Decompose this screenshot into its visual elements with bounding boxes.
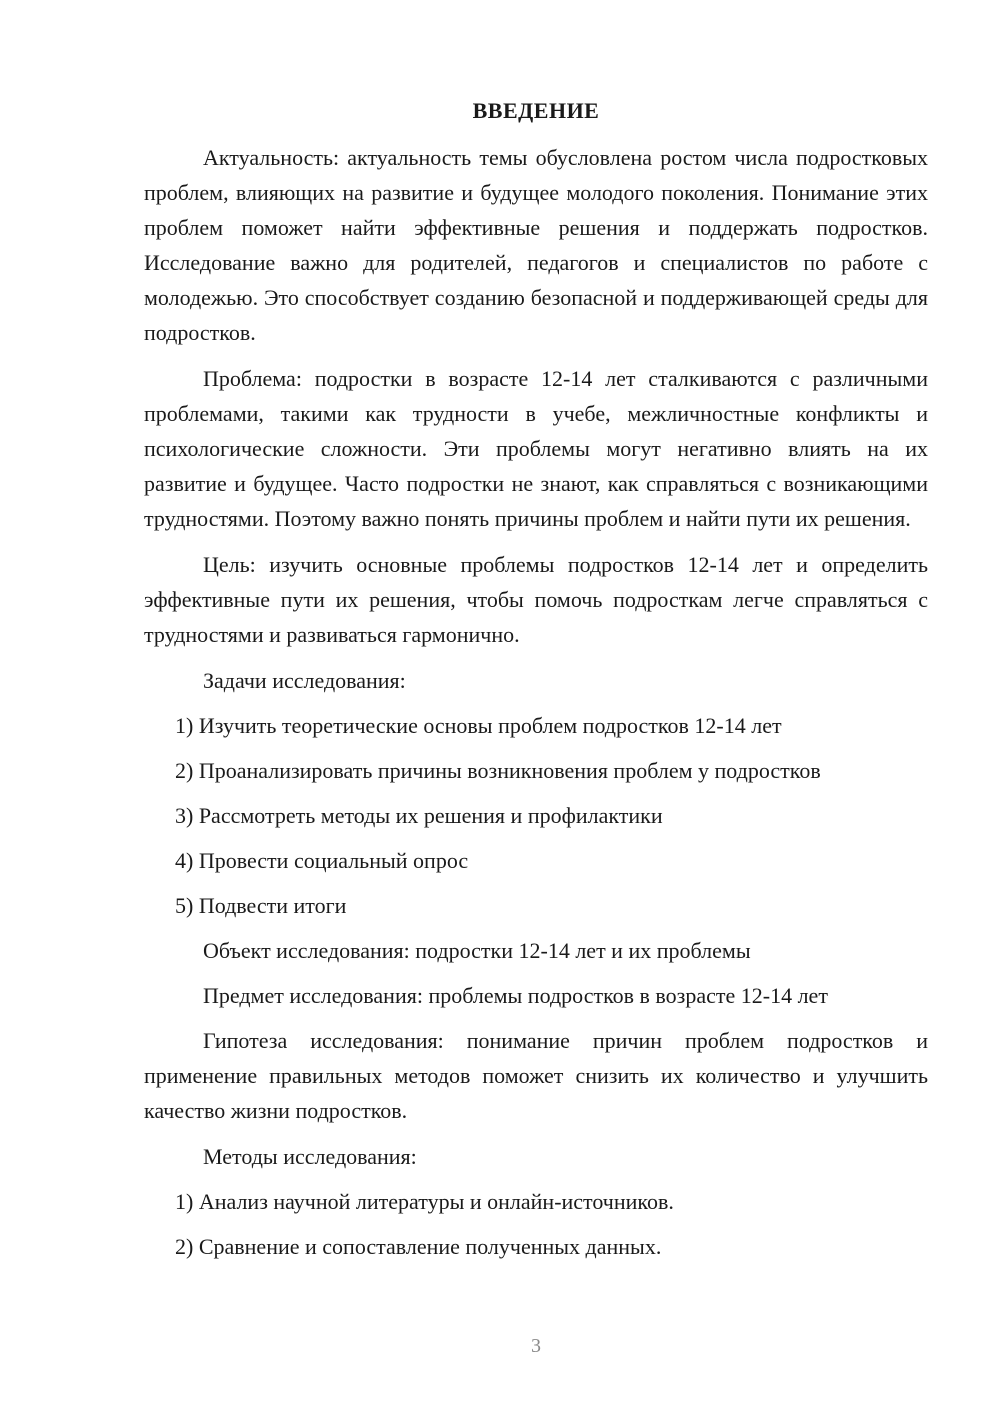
problem-paragraph: Проблема: подростки в возрасте 12-14 лет сталкиваются с различными проблемами, такими как трудности в учебе, межличностные конфликты и психологические сложности. Эти проблемы могут негативно влиять на их развитие и будущее. Часто подростки не знают, как справляться с возникающими трудностями. Поэтому важно понять причины проблем и найти пути их решения. (144, 366, 928, 531)
tasks-label: Задачи исследования: (203, 668, 406, 693)
goal-paragraph: Цель: изучить основные проблемы подростков 12-14 лет и определить эффективные пути их решения, чтобы помочь подросткам легче справляться с трудностями и развиваться гармонично. (144, 552, 928, 647)
tasks-list (144, 708, 928, 923)
list-item: 2) Сравнение и сопоставление полученных данных. (175, 1234, 662, 1259)
list-item: 1) Анализ научной литературы и онлайн-источников. (175, 1189, 674, 1214)
list-item: 3) Рассмотреть методы их решения и профилактики (175, 803, 663, 828)
list-item: 5) Подвести итоги (175, 893, 347, 918)
methods-list (144, 1184, 928, 1264)
list-item: 1) Изучить теоретические основы проблем подростков 12-14 лет (175, 713, 782, 738)
subject-paragraph: Предмет исследования: проблемы подростков в возрасте 12-14 лет (203, 983, 828, 1008)
page-title: ВВЕДЕНИЕ (472, 98, 600, 123)
relevance-paragraph: Актуальность: актуальность темы обусловлена ростом числа подростковых проблем, влияющих на развитие и будущее молодого поколения. Понимание этих проблем поможет найти эффективные решения и поддержать подростков. Исследование важно для родителей, педагогов и специалистов по работе с молодежью. Это способствует созданию безопасной и поддерживающей среды для подростков. (144, 145, 928, 345)
page-number: 3 (531, 1335, 541, 1357)
hypothesis-paragraph: Гипотеза исследования: понимание причин проблем подростков и применение правильных методов поможет снизить их количество и улучшить качество жизни подростков. (144, 1028, 928, 1123)
list-item: 2) Проанализировать причины возникновения проблем у подростков (175, 758, 821, 783)
methods-label: Методы исследования: (203, 1144, 417, 1169)
list-item: 4) Провести социальный опрос (175, 848, 469, 873)
object-paragraph: Объект исследования: подростки 12-14 лет и их проблемы (203, 938, 751, 963)
document-page (144, 96, 928, 1274)
